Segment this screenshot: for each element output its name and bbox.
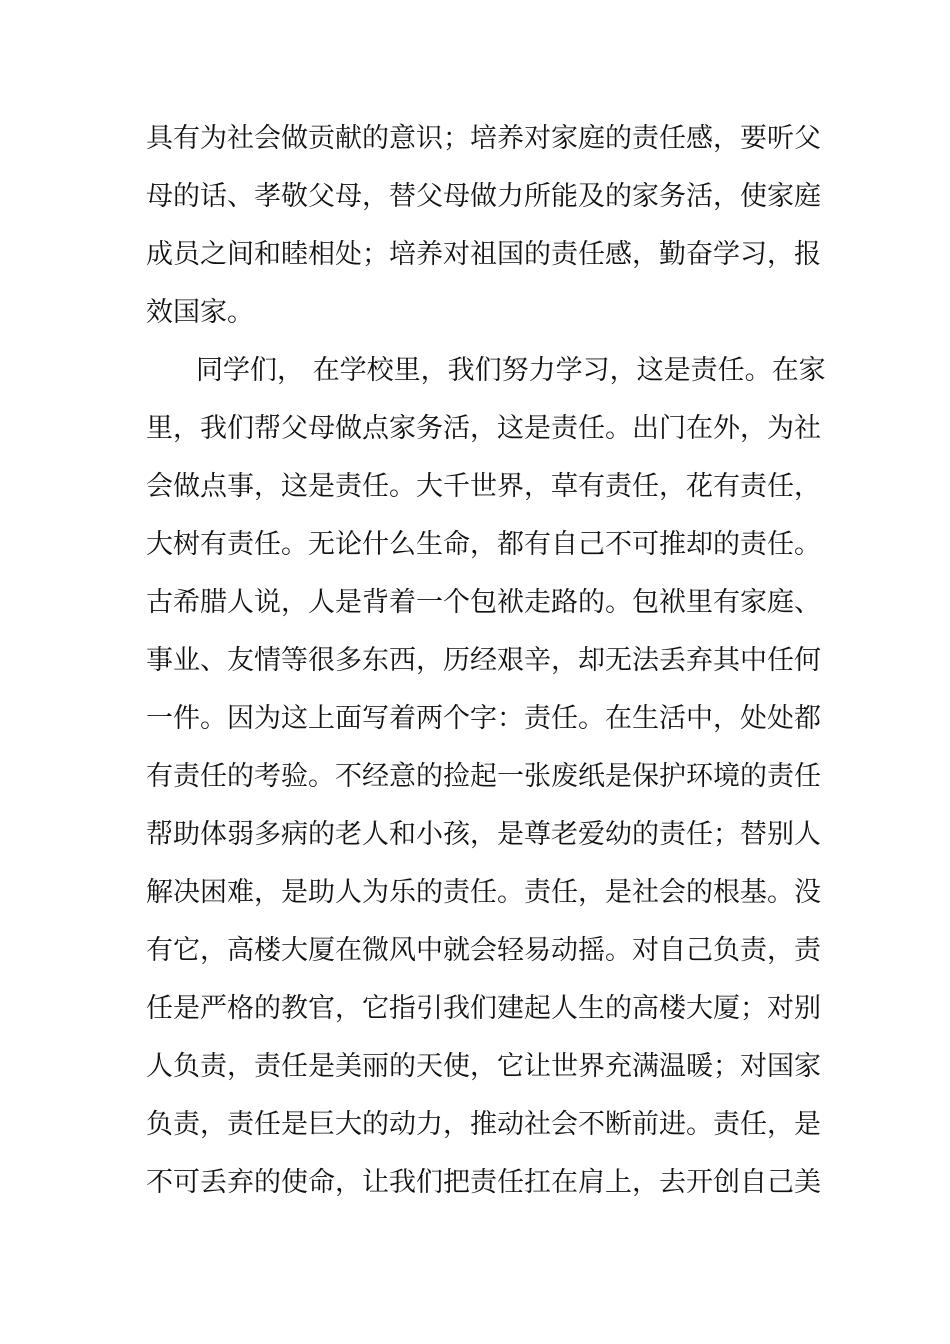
paragraph2-line-10: 解决困难，是助人为乐的责任。责任，是社会的根基。没 bbox=[146, 877, 821, 908]
paragraph1-line-1: 具有为社会做贡献的意识；培养对家庭的责任感，要听父 bbox=[146, 123, 821, 154]
paragraph1-line-3: 成员之间和睦相处；培养对祖国的责任感，勤奋学习，报 bbox=[146, 239, 821, 270]
paragraph2-line-11: 有它，高楼大厦在微风中就会轻易动摇。对自己负责，责 bbox=[146, 935, 821, 966]
paragraph2-line-14: 负责，责任是巨大的动力，推动社会不断前进。责任，是 bbox=[146, 1109, 821, 1140]
paragraph2-line-5: 古希腊人说，人是背着一个包袱走路的。包袱里有家庭、 bbox=[146, 587, 821, 618]
paragraph2-line-4: 大树有责任。无论什么生命，都有自己不可推却的责任。 bbox=[146, 529, 821, 560]
paragraph2-line-9: 帮助体弱多病的老人和小孩，是尊老爱幼的责任；替别人 bbox=[146, 819, 821, 850]
paragraph2-line-12: 任是严格的教官，它指引我们建起人生的高楼大厦；对别 bbox=[146, 993, 821, 1024]
paragraph2-line-3: 会做点事，这是责任。大千世界，草有责任，花有责任， bbox=[146, 471, 821, 502]
paragraph2-line-6: 事业、友情等很多东西，历经艰辛，却无法丢弃其中任何 bbox=[146, 645, 821, 676]
paragraph2-line-15: 不可丢弃的使命，让我们把责任扛在肩上，去开创自己美 bbox=[146, 1167, 821, 1198]
paragraph1-line-4: 效国家。 bbox=[146, 297, 254, 328]
paragraph1-line-2: 母的话、孝敬父母，替父母做力所能及的家务活，使家庭 bbox=[146, 181, 821, 212]
paragraph2-line-13: 人负责，责任是美丽的天使，它让世界充满温暖；对国家 bbox=[146, 1051, 821, 1082]
paragraph2-line-2: 里，我们帮父母做点家务活，这是责任。出门在外，为社 bbox=[146, 413, 821, 444]
paragraph2-line-1: 同学们， 在学校里，我们努力学习，这是责任。在家 bbox=[196, 355, 826, 386]
paragraph2-line-7: 一件。因为这上面写着两个字：责任。在生活中，处处都 bbox=[146, 703, 821, 734]
paragraph2-line-8: 有责任的考验。不经意的捡起一张废纸是保护环境的责任 bbox=[146, 761, 821, 792]
